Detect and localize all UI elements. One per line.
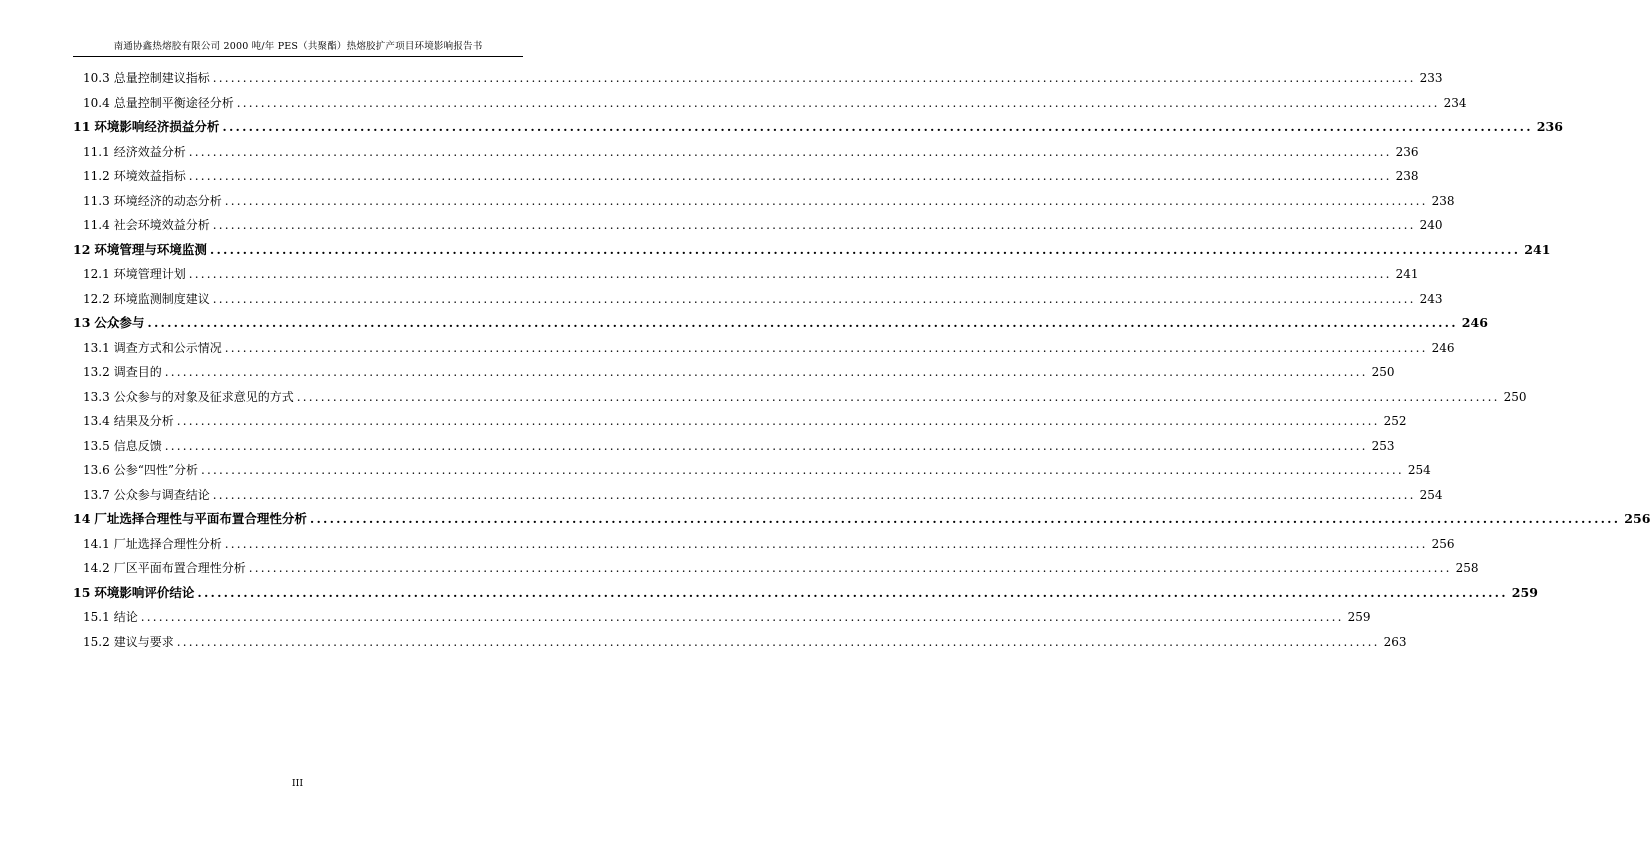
toc-entry-number: 12.2 (83, 291, 110, 306)
toc-section-entry[interactable] (73, 91, 1467, 116)
toc-entry-title: 社会环境效益分析 (113, 218, 210, 232)
toc-entry-page: 246 (1461, 315, 1488, 330)
toc-dot-leader: ........................................................................................................................................................................................................ (201, 463, 1404, 477)
toc-dot-leader: ........................................................................................................................................................................................................ (209, 241, 1521, 257)
toc-entry-number: 11.2 (83, 169, 110, 183)
toc-section-entry[interactable] (73, 605, 1371, 630)
toc-dot-leader: ........................................................................................................................................................................................................ (224, 340, 1428, 355)
toc-entry-page: 246 (1431, 340, 1455, 355)
toc-entry-number: 13.1 (83, 340, 110, 355)
toc-entry-page: 233 (1419, 71, 1443, 85)
toc-dot-leader: ........................................................................................................................................................................................................ (224, 193, 1428, 208)
toc-entry-title: 经济效益分析 (113, 144, 186, 159)
toc-entry-title: 环境效益指标 (113, 169, 186, 183)
toc-entry-title: 环境管理与环境监测 (94, 241, 207, 257)
toc-chapter-entry[interactable] (73, 238, 1551, 263)
toc-entry-number: 12 (73, 241, 91, 257)
toc-entry-page: 263 (1383, 634, 1407, 649)
toc-dot-leader: ........................................................................................................................................................................................................ (188, 267, 1392, 281)
toc-entry-number: 10.4 (83, 95, 110, 110)
toc-section-entry[interactable] (73, 483, 1443, 508)
toc-entry-title: 总量控制建议指标 (113, 71, 210, 85)
toc-section-entry[interactable] (73, 140, 1419, 165)
toc-entry-number: 11.3 (83, 193, 110, 208)
toc-dot-leader: ........................................................................................................................................................................................................ (188, 169, 1392, 183)
toc-entry-title: 调查目的 (113, 365, 162, 379)
toc-entry-number: 13 (73, 315, 91, 330)
toc-entry-title: 公参“四性”分析 (113, 463, 198, 477)
toc-entry-number: 12.1 (83, 267, 110, 281)
toc-entry-number: 14.2 (83, 561, 110, 575)
toc-chapter-entry[interactable] (73, 311, 1488, 336)
toc-dot-leader: ........................................................................................................................................................................................................ (236, 95, 1440, 110)
toc-entry-page: 238 (1395, 169, 1419, 183)
toc-entry-title: 环境经济的动态分析 (113, 193, 222, 208)
toc-entry-title: 公众参与 (94, 315, 145, 330)
toc-section-entry[interactable] (73, 409, 1407, 434)
toc-entry-number: 14.1 (83, 536, 110, 551)
toc-entry-page: 240 (1419, 218, 1443, 232)
toc-entry-title: 结果及分析 (113, 414, 174, 428)
toc-section-entry[interactable] (73, 434, 1395, 459)
toc-entry-number: 15 (73, 584, 91, 600)
toc-dot-leader: ........................................................................................................................................................................................................ (197, 584, 1508, 600)
toc-entry-page: 241 (1524, 241, 1551, 257)
toc-entry-number: 13.7 (83, 487, 110, 502)
toc-dot-leader: ........................................................................................................................................................................................................ (212, 487, 1416, 502)
toc-dot-leader: ........................................................................................................................................................................................................ (212, 218, 1416, 232)
toc-entry-page: 259 (1511, 584, 1538, 600)
toc-entry-page: 241 (1395, 267, 1419, 281)
toc-entry-page: 243 (1419, 291, 1443, 306)
toc-entry-title: 环境监测制度建议 (113, 291, 210, 306)
toc-dot-leader: ........................................................................................................................................................................................................ (188, 144, 1392, 159)
toc-dot-leader: ........................................................................................................................................................................................................ (164, 365, 1368, 379)
header-rule (73, 56, 523, 57)
toc-dot-leader: ........................................................................................................................................................................................................ (224, 536, 1428, 551)
toc-entry-number: 13.2 (83, 365, 110, 379)
toc-entry-title: 厂址选择合理性与平面布置合理性分析 (94, 511, 307, 526)
toc-entry-page: 236 (1395, 144, 1419, 159)
toc-entry-number: 10.3 (83, 71, 110, 85)
toc-section-entry[interactable] (73, 458, 1431, 483)
toc-chapter-entry[interactable] (73, 507, 1650, 532)
toc-dot-leader: ........................................................................................................................................................................................................ (248, 561, 1452, 575)
toc-section-entry[interactable] (73, 213, 1443, 238)
toc-entry-page: 254 (1419, 487, 1443, 502)
toc-entry-number: 13.3 (83, 389, 110, 404)
toc-chapter-entry[interactable] (73, 581, 1538, 606)
toc-entry-number: 13.4 (83, 414, 110, 428)
toc-entry-page: 259 (1347, 610, 1371, 624)
toc-entry-page: 253 (1371, 438, 1395, 453)
toc-dot-leader: ........................................................................................................................................................................................................ (176, 634, 1380, 649)
toc-entry-title: 总量控制平衡途径分析 (113, 95, 234, 110)
toc-entry-number: 15.2 (83, 634, 110, 649)
toc-section-entry[interactable] (73, 336, 1455, 361)
toc-entry-title: 环境管理计划 (113, 267, 186, 281)
toc-entry-title: 环境影响经济损益分析 (94, 119, 220, 134)
page-number: III (291, 778, 304, 789)
toc-entry-title: 厂址选择合理性分析 (113, 536, 222, 551)
toc-section-entry[interactable] (73, 66, 1443, 91)
toc-section-entry[interactable] (73, 385, 1527, 410)
toc-section-entry[interactable] (73, 360, 1395, 385)
toc-entry-page: 252 (1383, 414, 1407, 428)
toc-section-entry[interactable] (73, 287, 1443, 312)
toc-section-entry[interactable] (73, 630, 1407, 655)
toc-section-entry[interactable] (73, 164, 1419, 189)
toc-entry-page: 234 (1443, 95, 1467, 110)
toc-entry-number: 14 (73, 511, 91, 526)
toc-entry-title: 建议与要求 (113, 634, 174, 649)
toc-entry-page: 256 (1624, 511, 1650, 526)
toc-entry-title: 公众参与的对象及征求意见的方式 (113, 389, 294, 404)
toc-entry-title: 厂区平面布置合理性分析 (113, 561, 246, 575)
toc-entry-title: 信息反馈 (113, 438, 162, 453)
toc-entry-title: 调查方式和公示情况 (113, 340, 222, 355)
toc-dot-leader: ........................................................................................................................................................................................................ (222, 119, 1533, 134)
toc-dot-leader: ........................................................................................................................................................................................................ (212, 71, 1416, 85)
toc-entry-title: 结论 (113, 610, 138, 624)
toc-entry-title: 环境影响评价结论 (94, 584, 195, 600)
toc-chapter-entry[interactable] (73, 115, 1563, 140)
toc-entry-number: 11 (73, 119, 91, 134)
toc-section-entry[interactable] (73, 556, 1479, 581)
toc-dot-leader: ........................................................................................................................................................................................................ (164, 438, 1368, 453)
toc-entry-page: 256 (1431, 536, 1455, 551)
toc-entry-page: 250 (1371, 365, 1395, 379)
toc-dot-leader: ........................................................................................................................................................................................................ (309, 511, 1621, 526)
toc-dot-leader: ........................................................................................................................................................................................................ (147, 315, 1458, 330)
toc-entry-number: 15.1 (83, 610, 110, 624)
running-header: 南通协鑫热熔胶有限公司 2000 吨/年 PES（共聚酯）热熔胶扩产项目环境影响报告书 (113, 41, 483, 52)
toc-entry-number: 11.4 (83, 218, 110, 232)
toc-dot-leader: ........................................................................................................................................................................................................ (296, 389, 1500, 404)
toc-section-entry[interactable] (73, 532, 1455, 557)
toc-dot-leader: ........................................................................................................................................................................................................ (140, 610, 1344, 624)
toc-entry-page: 250 (1503, 389, 1527, 404)
toc-entry-page: 258 (1455, 561, 1479, 575)
toc-entry-number: 13.6 (83, 463, 110, 477)
toc-entry-page: 236 (1536, 119, 1563, 134)
table-of-contents (73, 66, 1650, 654)
toc-section-entry[interactable] (73, 189, 1455, 214)
toc-dot-leader: ........................................................................................................................................................................................................ (212, 291, 1416, 306)
toc-entry-number: 13.5 (83, 438, 110, 453)
toc-dot-leader: ........................................................................................................................................................................................................ (176, 414, 1380, 428)
toc-entry-page: 238 (1431, 193, 1455, 208)
toc-section-entry[interactable] (73, 262, 1419, 287)
toc-entry-page: 254 (1407, 463, 1431, 477)
toc-entry-number: 11.1 (83, 144, 110, 159)
toc-entry-title: 公众参与调查结论 (113, 487, 210, 502)
